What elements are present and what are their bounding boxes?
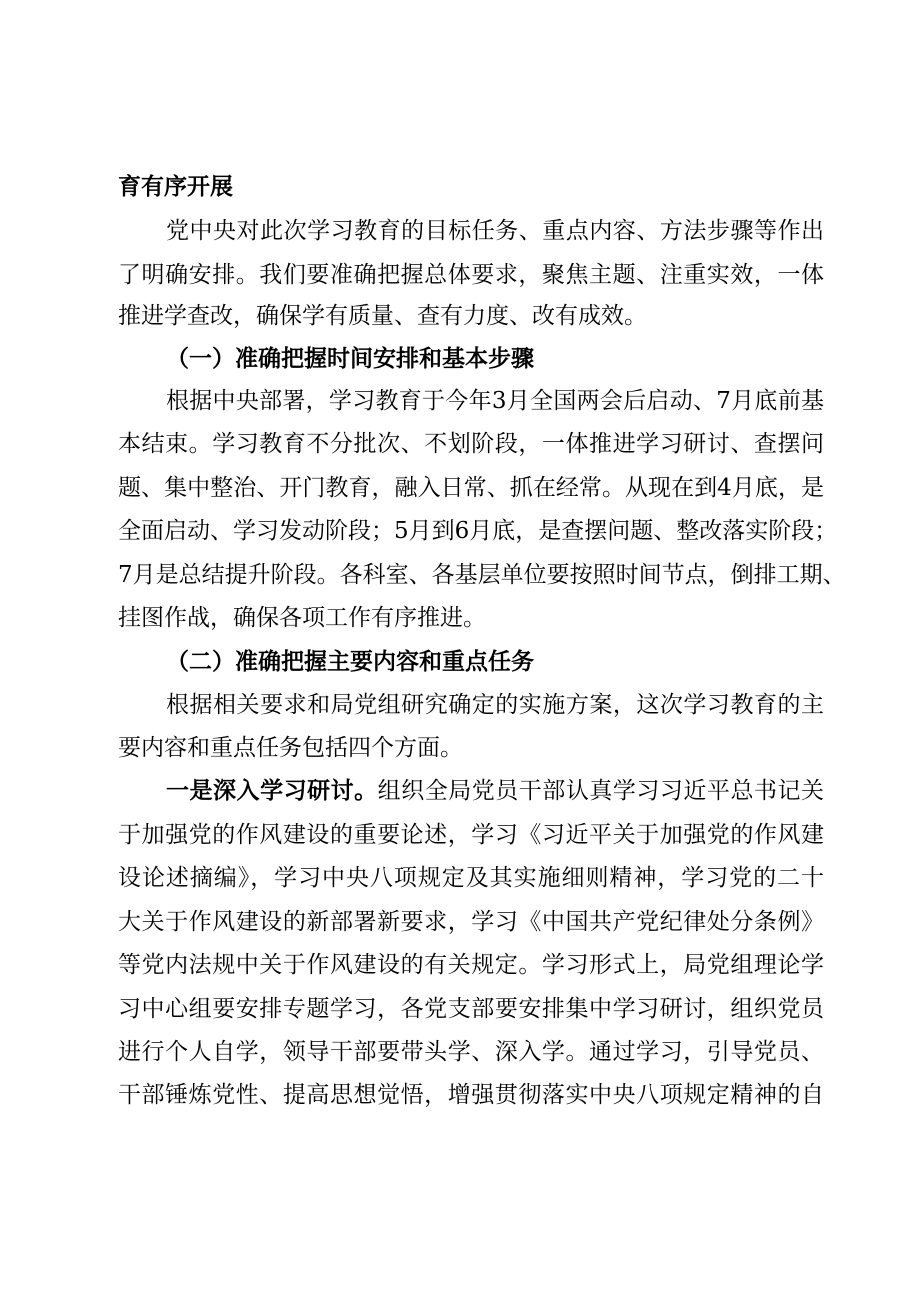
continuation-heading: 育有序开展 (118, 173, 233, 200)
paragraph-line: 全面启动、学习发动阶段；5月到6月底，是查摆问题、整改落实阶段； (118, 518, 838, 544)
item-first-line-rest: 组织全局党员干部认真学习习近平总书记关 (377, 778, 825, 804)
paragraph-line: 干部锤炼党性、提高思想觉悟，增强贯彻落实中央八项规定精神的自 (118, 1082, 824, 1108)
paragraph-line: 了明确安排。我们要准确把握总体要求，聚焦主题、注重实效，一体 (118, 262, 824, 288)
paragraph-line: 大关于作风建设的新部署新要求，学习《中国共产党纪律处分条例》 (118, 909, 824, 935)
paragraph-line: 习中心组要安排专题学习，各党支部要安排集中学习研讨，组织党员 (118, 996, 824, 1022)
paragraph-line: 推进学查改，确保学有质量、查有力度、改有成效。 (118, 303, 647, 329)
paragraph-line: 题、集中整治、开门教育，融入日常、抓在经常。从现在到4月底，是 (118, 475, 824, 501)
paragraph-line: 本结束。学习教育不分批次、不划阶段，一体推进学习研讨、查摆问 (118, 431, 824, 457)
item-first-line (166, 776, 824, 806)
paragraph-line: 进行个人自学，领导干部要带头学、深入学。通过学习，引导党员、 (118, 1039, 824, 1065)
section-heading-1: （一）准确把握时间安排和基本步骤 (166, 345, 534, 372)
paragraph-line: 7月是总结提升阶段。各科室、各基层单位要按照时间节点，倒排工期、 (118, 562, 846, 588)
paragraph-line: 党中央对此次学习教育的目标任务、重点内容、方法步骤等作出 (166, 218, 824, 244)
paragraph-line: 根据中央部署，学习教育于今年3月全国两会后启动、7月底前基 (166, 388, 824, 414)
paragraph-line: 设论述摘编》，学习中央八项规定及其实施细则精神，学习党的二十 (118, 865, 824, 891)
paragraph-line: 挂图作战，确保各项工作有序推进。 (118, 605, 486, 631)
paragraph-line: 根据相关要求和局党组研究确定的实施方案，这次学习教育的主 (166, 692, 824, 718)
paragraph-line: 于加强党的作风建设的重要论述，学习《习近平关于加强党的作风建 (118, 822, 824, 848)
paragraph-line: 等党内法规中关于作风建设的有关规定。学习形式上，局党组理论学 (118, 952, 824, 978)
paragraph-line: 要内容和重点任务包括四个方面。 (118, 735, 463, 761)
section-heading-2: （二）准确把握主要内容和重点任务 (166, 648, 534, 675)
item-lead: 一是深入学习研讨。 (166, 777, 378, 804)
